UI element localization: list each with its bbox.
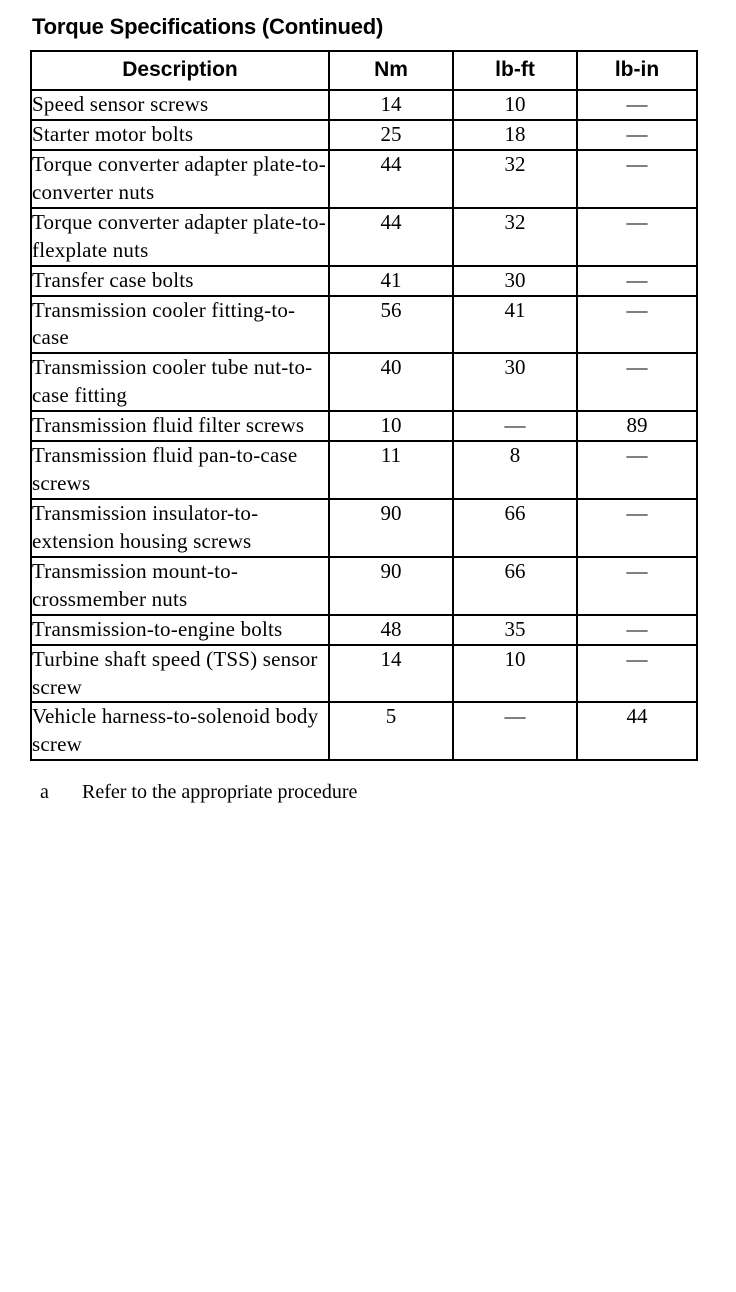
cell-description: Transmission-to-engine bolts bbox=[31, 615, 329, 645]
cell-lbin: — bbox=[577, 120, 697, 150]
cell-lbin: — bbox=[577, 557, 697, 615]
cell-description: Transfer case bolts bbox=[31, 266, 329, 296]
cell-nm: 14 bbox=[329, 645, 453, 703]
column-header-nm: Nm bbox=[329, 51, 453, 90]
cell-lbin: — bbox=[577, 441, 697, 499]
cell-description: Transmission cooler tube nut-to-case fitting bbox=[31, 353, 329, 411]
cell-lbft: 30 bbox=[453, 266, 577, 296]
cell-lbin: — bbox=[577, 266, 697, 296]
table-header-row bbox=[31, 51, 697, 90]
cell-description: Transmission mount-to-crossmember nuts bbox=[31, 557, 329, 615]
cell-lbft: 66 bbox=[453, 557, 577, 615]
cell-lbft: 10 bbox=[453, 90, 577, 120]
torque-specifications-table bbox=[30, 50, 698, 761]
cell-lbin: — bbox=[577, 208, 697, 266]
cell-lbft: 30 bbox=[453, 353, 577, 411]
cell-nm: 90 bbox=[329, 499, 453, 557]
table-row bbox=[31, 353, 697, 411]
cell-lbin: — bbox=[577, 150, 697, 208]
cell-lbft: — bbox=[453, 702, 577, 760]
table-row bbox=[31, 266, 697, 296]
table-row bbox=[31, 499, 697, 557]
cell-nm: 11 bbox=[329, 441, 453, 499]
table-row bbox=[31, 150, 697, 208]
table-row bbox=[31, 296, 697, 354]
table-row bbox=[31, 90, 697, 120]
cell-nm: 10 bbox=[329, 411, 453, 441]
table-row bbox=[31, 208, 697, 266]
cell-description: Transmission insulator-to-extension housing screws bbox=[31, 499, 329, 557]
column-header-lb-ft: lb-ft bbox=[453, 51, 577, 90]
cell-description: Vehicle harness-to-solenoid body screw bbox=[31, 702, 329, 760]
cell-nm: 44 bbox=[329, 150, 453, 208]
cell-lbin: — bbox=[577, 296, 697, 354]
cell-nm: 5 bbox=[329, 702, 453, 760]
cell-nm: 25 bbox=[329, 120, 453, 150]
cell-lbin: — bbox=[577, 645, 697, 703]
table-row bbox=[31, 615, 697, 645]
page-title: Torque Specifications (Continued) bbox=[32, 14, 384, 39]
cell-description: Speed sensor screws bbox=[31, 90, 329, 120]
table-row bbox=[31, 441, 697, 499]
cell-nm: 40 bbox=[329, 353, 453, 411]
footnote-marker: a bbox=[40, 781, 49, 804]
cell-lbft: — bbox=[453, 411, 577, 441]
cell-nm: 14 bbox=[329, 90, 453, 120]
cell-lbin: 44 bbox=[577, 702, 697, 760]
cell-description: Transmission cooler fitting-to-case bbox=[31, 296, 329, 354]
cell-nm: 90 bbox=[329, 557, 453, 615]
cell-lbft: 10 bbox=[453, 645, 577, 703]
cell-description: Transmission fluid filter screws bbox=[31, 411, 329, 441]
table-row bbox=[31, 120, 697, 150]
cell-description: Starter motor bolts bbox=[31, 120, 329, 150]
cell-lbft: 66 bbox=[453, 499, 577, 557]
table-row bbox=[31, 411, 697, 441]
cell-nm: 41 bbox=[329, 266, 453, 296]
cell-lbft: 32 bbox=[453, 150, 577, 208]
cell-lbin: — bbox=[577, 615, 697, 645]
cell-description: Torque converter adapter plate-to-converter nuts bbox=[31, 150, 329, 208]
footnote-text: Refer to the appropriate procedure bbox=[82, 781, 358, 804]
cell-lbft: 41 bbox=[453, 296, 577, 354]
table-row bbox=[31, 645, 697, 703]
cell-lbin: — bbox=[577, 499, 697, 557]
cell-lbft: 8 bbox=[453, 441, 577, 499]
column-header-lb-in: lb-in bbox=[577, 51, 697, 90]
table-header bbox=[31, 51, 697, 90]
table-row bbox=[31, 702, 697, 760]
cell-description: Torque converter adapter plate-to-flexplate nuts bbox=[31, 208, 329, 266]
cell-lbin: — bbox=[577, 353, 697, 411]
cell-lbin: 89 bbox=[577, 411, 697, 441]
cell-description: Turbine shaft speed (TSS) sensor screw bbox=[31, 645, 329, 703]
column-header-description: Description bbox=[31, 51, 329, 90]
table-row bbox=[31, 557, 697, 615]
cell-nm: 56 bbox=[329, 296, 453, 354]
cell-description: Transmission fluid pan-to-case screws bbox=[31, 441, 329, 499]
cell-nm: 48 bbox=[329, 615, 453, 645]
cell-lbft: 35 bbox=[453, 615, 577, 645]
footnote bbox=[30, 779, 706, 805]
cell-lbft: 32 bbox=[453, 208, 577, 266]
cell-lbft: 18 bbox=[453, 120, 577, 150]
cell-lbin: — bbox=[577, 90, 697, 120]
table-body bbox=[31, 90, 697, 760]
cell-nm: 44 bbox=[329, 208, 453, 266]
